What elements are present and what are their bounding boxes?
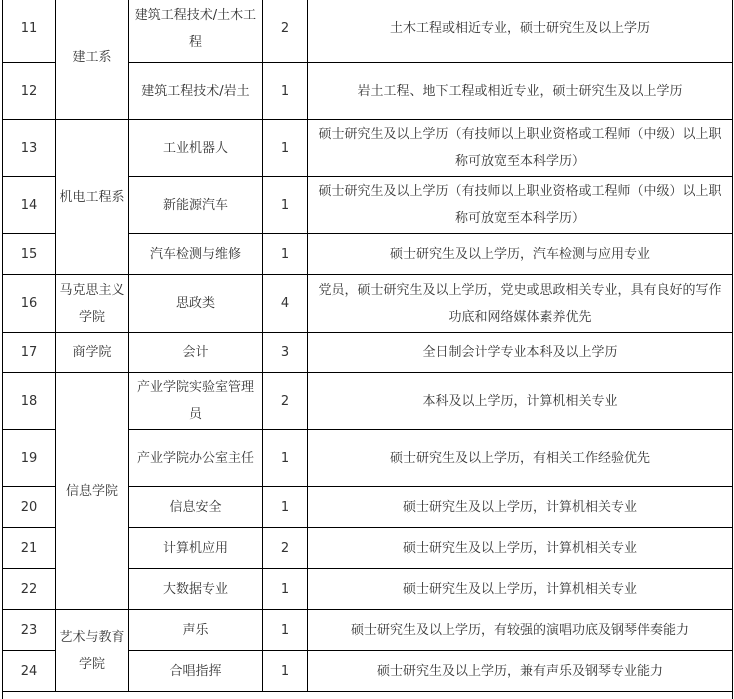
- position: 汽车检测与维修: [129, 234, 263, 275]
- requirements: 硕士研究生及以上学历，计算机相关专业: [308, 528, 733, 569]
- headcount: 1: [263, 610, 308, 651]
- requirements: 全日制会计学专业本科及以上学历: [308, 333, 733, 373]
- department: 商学院: [56, 333, 129, 373]
- headcount: 1: [263, 177, 308, 234]
- table-continuation: [2, 689, 733, 699]
- headcount: 1: [263, 487, 308, 528]
- requirements: 本科及以上学历，计算机相关专业: [308, 373, 733, 430]
- row-number: 18: [3, 373, 56, 430]
- headcount: 1: [263, 430, 308, 487]
- table-row: [3, 0, 733, 63]
- requirements: 党员，硕士研究生及以上学历，党史或思政相关专业，具有良好的写作功底和网络媒体素养优先: [308, 275, 733, 333]
- position: 工业机器人: [129, 120, 263, 177]
- position: 信息安全: [129, 487, 263, 528]
- table-row: [3, 120, 733, 177]
- row-number: 19: [3, 430, 56, 487]
- requirements: 岩土工程、地下工程或相近专业，硕士研究生及以上学历: [308, 63, 733, 120]
- position: 计算机应用: [129, 528, 263, 569]
- position: 产业学院办公室主任: [129, 430, 263, 487]
- row-number: 14: [3, 177, 56, 234]
- table-row: [3, 275, 733, 333]
- headcount: 1: [263, 120, 308, 177]
- row-number: 17: [3, 333, 56, 373]
- requirements: 硕士研究生及以上学历，有较强的演唱功底及钢琴伴奏能力: [308, 610, 733, 651]
- position: 思政类: [129, 275, 263, 333]
- requirements: 硕士研究生及以上学历，兼有声乐及钢琴专业能力: [308, 651, 733, 692]
- row-number: 11: [3, 0, 56, 63]
- requirements: 土木工程或相近专业，硕士研究生及以上学历: [308, 0, 733, 63]
- row-number: 22: [3, 569, 56, 610]
- position: 建筑工程技术/岩土: [129, 63, 263, 120]
- position: 合唱指挥: [129, 651, 263, 692]
- headcount: 1: [263, 651, 308, 692]
- row-number: 24: [3, 651, 56, 692]
- requirements: 硕士研究生及以上学历，有相关工作经验优先: [308, 430, 733, 487]
- row-number: 21: [3, 528, 56, 569]
- headcount: 3: [263, 333, 308, 373]
- position: 建筑工程技术/土木工程: [129, 0, 263, 63]
- requirements: 硕士研究生及以上学历（有技师以上职业资格或工程师（中级）以上职称可放宽至本科学历）: [308, 120, 733, 177]
- position: 产业学院实验室管理员: [129, 373, 263, 430]
- headcount: 1: [263, 63, 308, 120]
- position: 声乐: [129, 610, 263, 651]
- row-number: 20: [3, 487, 56, 528]
- requirements: 硕士研究生及以上学历，计算机相关专业: [308, 487, 733, 528]
- headcount: 1: [263, 234, 308, 275]
- headcount: 2: [263, 373, 308, 430]
- headcount: 1: [263, 569, 308, 610]
- table-row: [3, 373, 733, 430]
- department: 建工系: [56, 0, 129, 120]
- department: 信息学院: [56, 373, 129, 610]
- headcount: 4: [263, 275, 308, 333]
- department: 艺术与教育学院: [56, 610, 129, 692]
- requirements: 硕士研究生及以上学历，汽车检测与应用专业: [308, 234, 733, 275]
- table-row: [3, 333, 733, 373]
- headcount: 2: [263, 0, 308, 63]
- position: 会计: [129, 333, 263, 373]
- row-number: 12: [3, 63, 56, 120]
- table-row: [3, 610, 733, 651]
- row-number: 13: [3, 120, 56, 177]
- requirements: 硕士研究生及以上学历，计算机相关专业: [308, 569, 733, 610]
- headcount: 2: [263, 528, 308, 569]
- requirements: 硕士研究生及以上学历（有技师以上职业资格或工程师（中级）以上职称可放宽至本科学历）: [308, 177, 733, 234]
- row-number: 23: [3, 610, 56, 651]
- row-number: 16: [3, 275, 56, 333]
- department: 机电工程系: [56, 120, 129, 275]
- row-number: 15: [3, 234, 56, 275]
- position: 大数据专业: [129, 569, 263, 610]
- recruitment-table: [2, 0, 733, 692]
- position: 新能源汽车: [129, 177, 263, 234]
- department: 马克思主义学院: [56, 275, 129, 333]
